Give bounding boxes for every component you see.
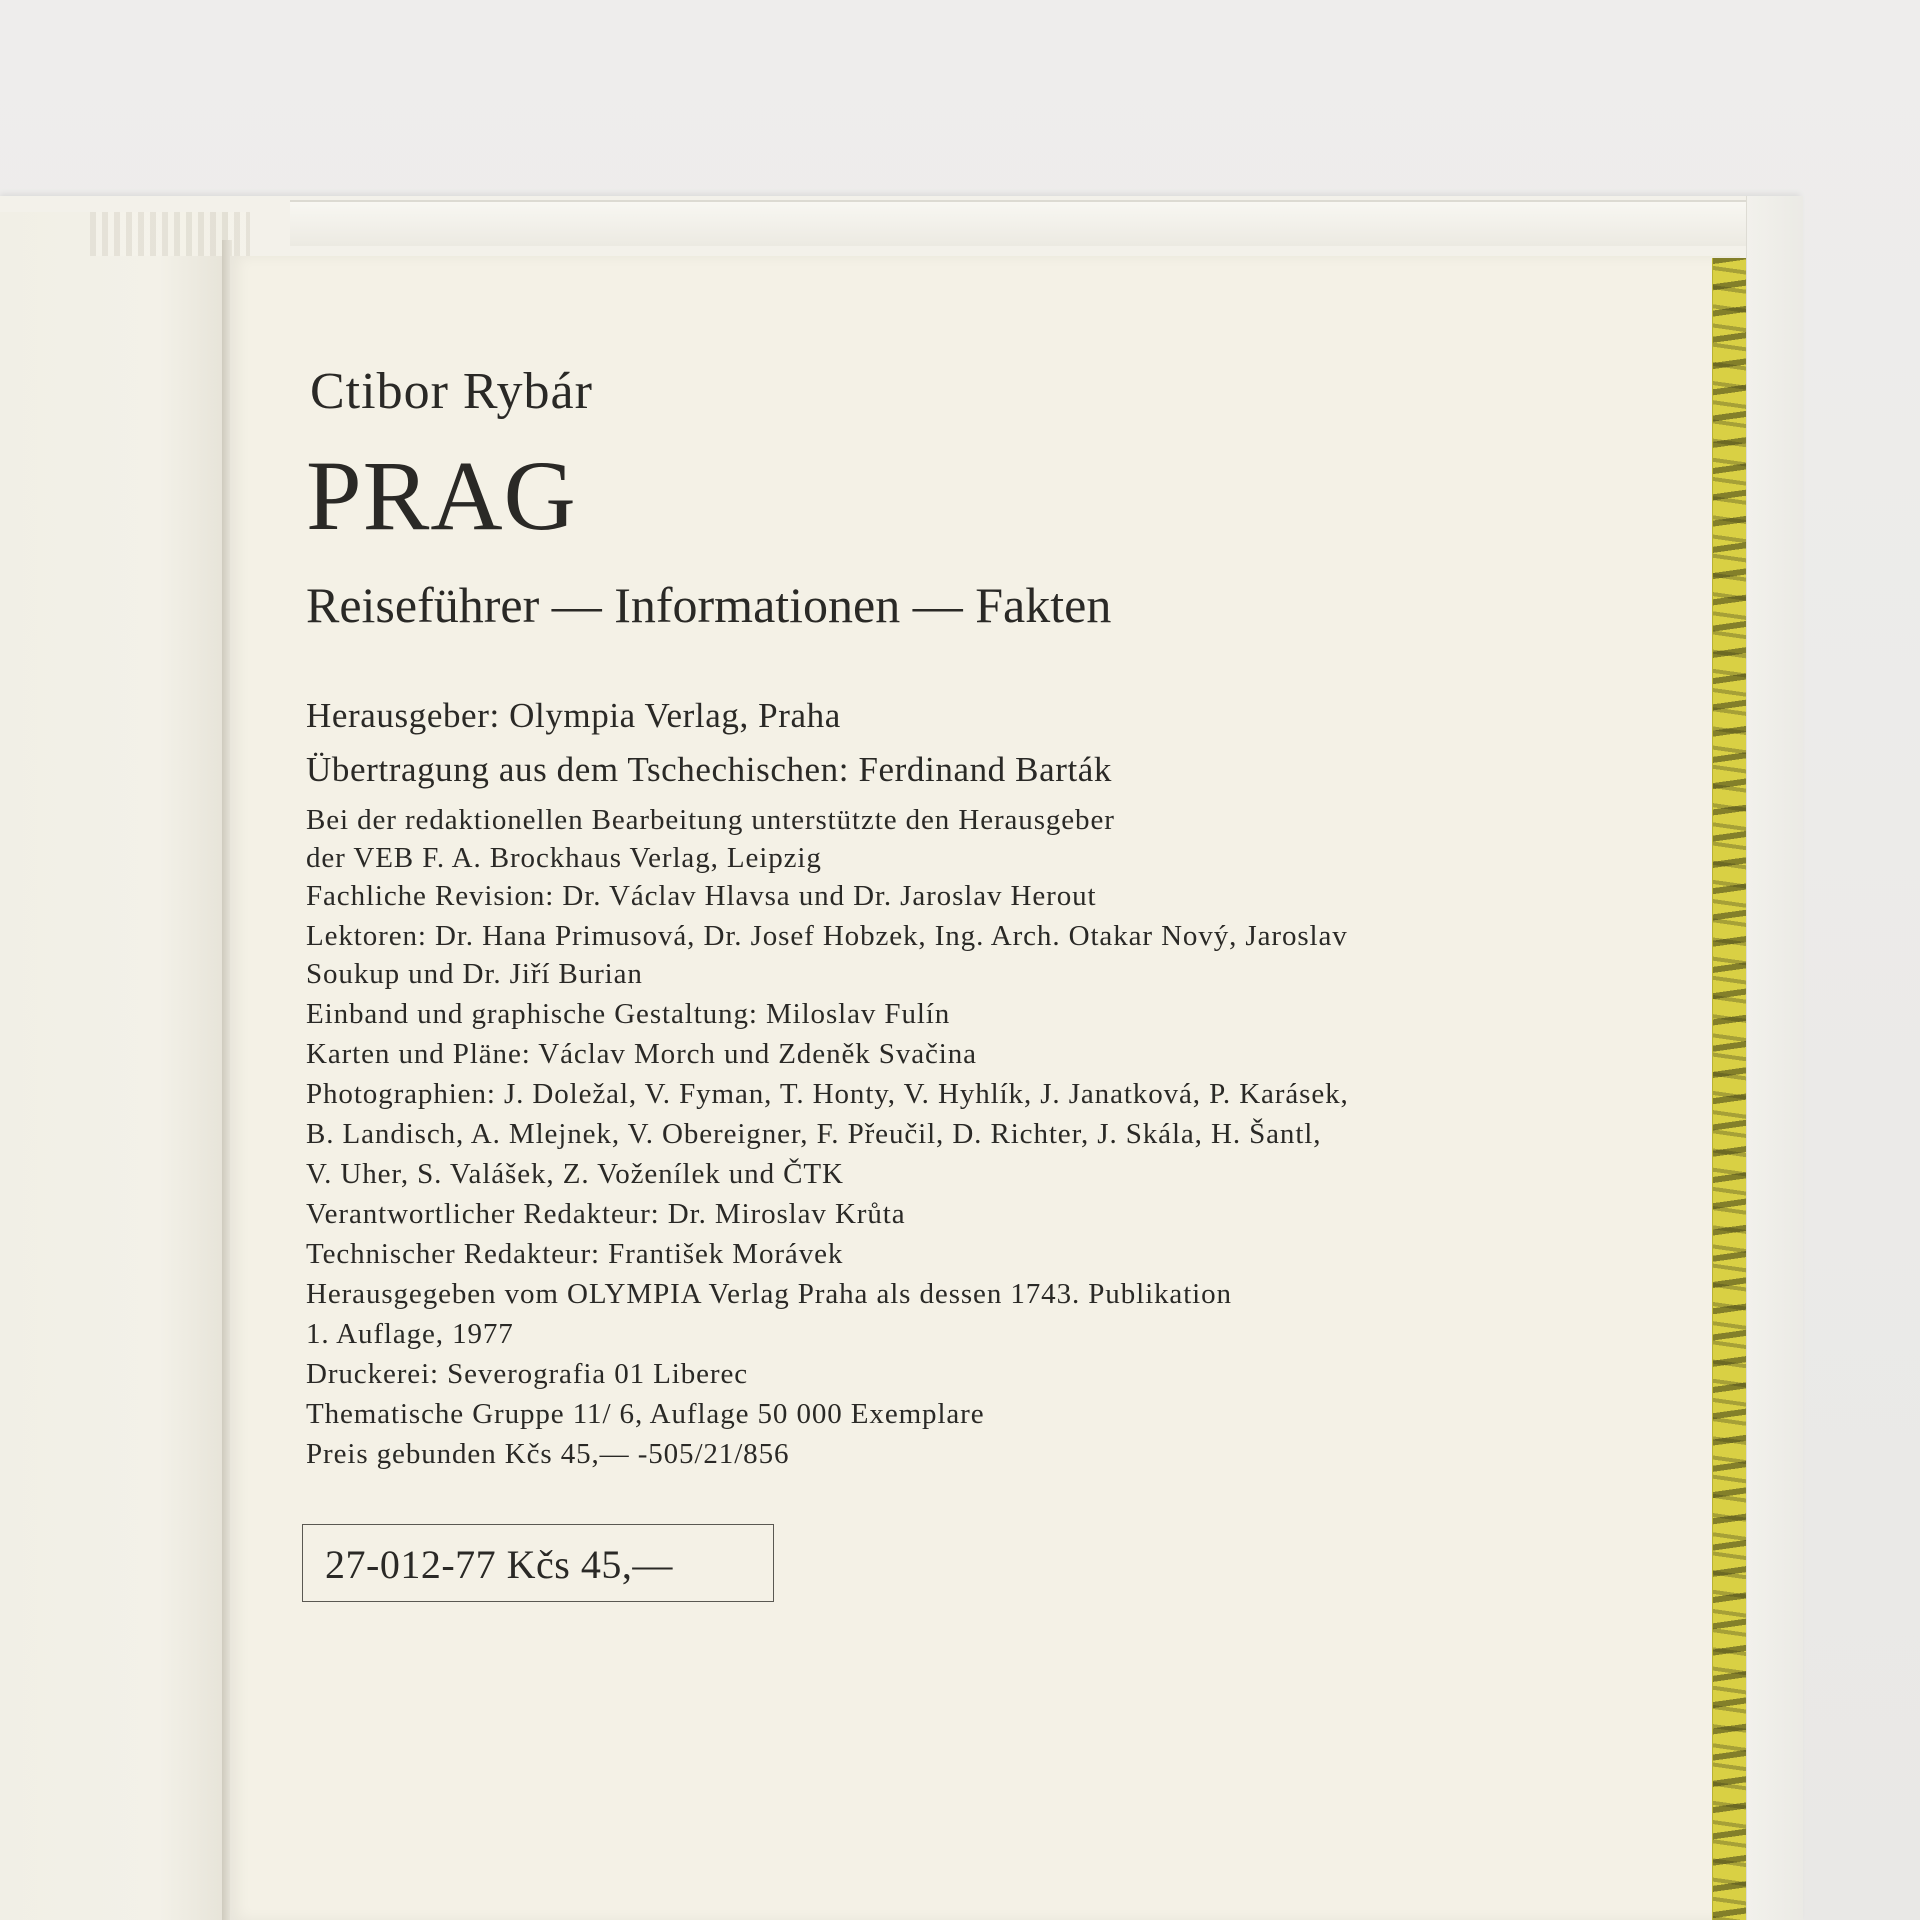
imprint-line: Thematische Gruppe 11/ 6, Auflage 50 000 Exemplare [306, 1398, 985, 1430]
imprint-line: V. Uher, S. Valášek, Z. Voženílek und ČTK [306, 1158, 844, 1190]
imprint-line: Photographien: J. Doležal, V. Fyman, T. Honty, V. Hyhlík, J. Janatková, P. Karásek, [306, 1078, 1349, 1110]
dust-jacket-edge [1746, 196, 1803, 1920]
imprint-line: 1. Auflage, 1977 [306, 1318, 514, 1350]
imprint-line: Herausgegeben vom OLYMPIA Verlag Praha als dessen 1743. Publikation [306, 1278, 1232, 1310]
publisher-line: Herausgeber: Olympia Verlag, Praha [306, 696, 841, 735]
imprint-line: B. Landisch, A. Mlejnek, V. Obereigner, F. Přeučil, D. Richter, J. Skála, H. Šantl, [306, 1118, 1322, 1150]
imprint-line: Einband und graphische Gestaltung: Miloslav Fulín [306, 998, 951, 1030]
price-code: 27-012-77 Kčs 45,— [325, 1542, 673, 1587]
left-endpaper [0, 212, 228, 1920]
cover-top-edge [290, 200, 1800, 246]
imprint-line: Soukup und Dr. Jiří Burian [306, 958, 643, 990]
book-title: PRAG [306, 440, 577, 551]
imprint-line: Fachliche Revision: Dr. Václav Hlavsa und Dr. Jaroslav Herout [306, 880, 1097, 912]
imprint-line: Preis gebunden Kčs 45,— -505/21/856 [306, 1438, 790, 1470]
price-box [302, 1524, 774, 1602]
imprint-line: Verantwortlicher Redakteur: Dr. Miroslav Krůta [306, 1198, 906, 1230]
imprint-line: Karten und Pläne: Václav Morch und Zdeněk Svačina [306, 1038, 977, 1070]
author-name: Ctibor Rybár [310, 363, 593, 420]
imprint-line: Druckerei: Severografia 01 Liberec [306, 1358, 749, 1390]
translation-line: Übertragung aus dem Tschechischen: Ferdinand Barták [306, 750, 1113, 789]
imprint-line: der VEB F. A. Brockhaus Verlag, Leipzig [306, 842, 822, 874]
illustrated-page-edge [1712, 258, 1747, 1920]
imprint-line: Technischer Redakteur: František Morávek [306, 1238, 844, 1270]
imprint-line: Bei der redaktionellen Bearbeitung unterstützte den Herausgeber [306, 804, 1115, 836]
imprint-line: Lektoren: Dr. Hana Primusová, Dr. Josef Hobzek, Ing. Arch. Otakar Nový, Jaroslav [306, 920, 1348, 952]
book-subtitle: Reiseführer — Informationen — Fakten [306, 577, 1112, 633]
